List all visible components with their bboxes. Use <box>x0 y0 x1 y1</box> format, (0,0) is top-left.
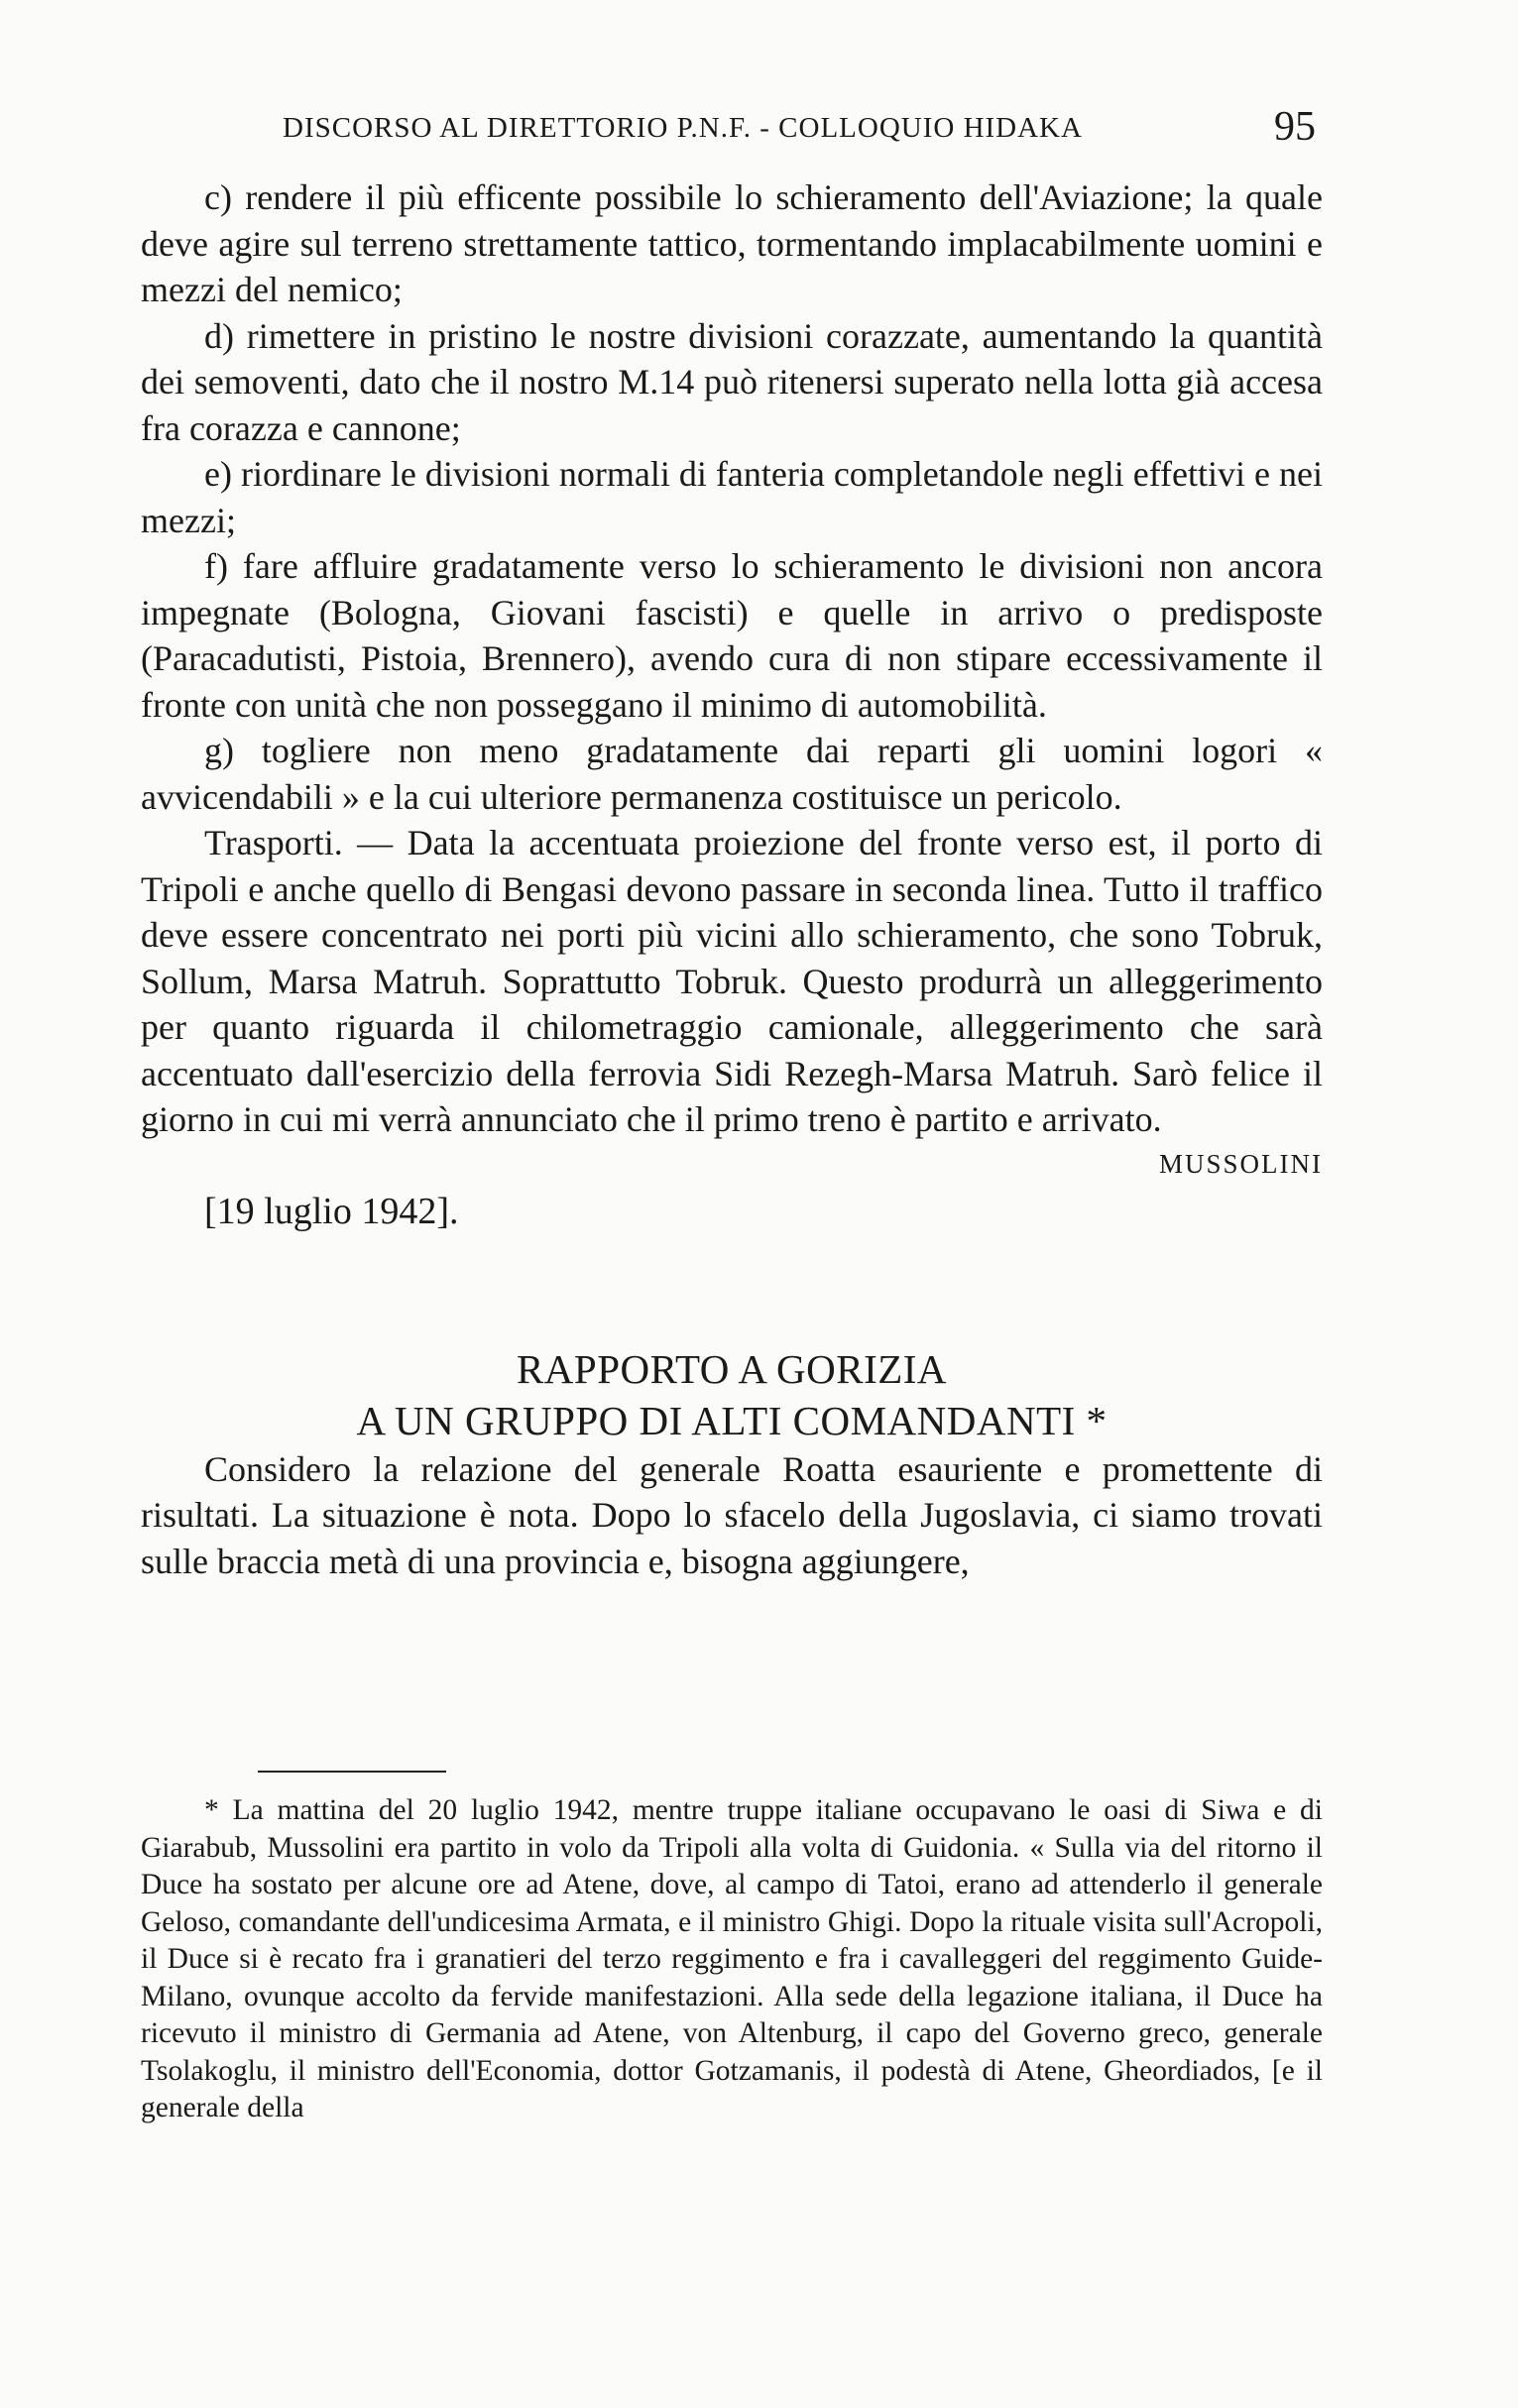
list-item-f: f) fare affluire gradatamente verso lo schieramento le divisioni non ancora impegnate (Bologna, Giovani fascisti) e quelle in arrivo o predisposte (Paracadutisti, Pistoia, Brennero), avendo cura di non stipare eccessivamente il fronte con unità che non posseggano il minimo di automobilità. <box>141 546 1323 725</box>
section-title-line-1: RAPPORTO A GORIZIA <box>516 1345 948 1392</box>
signature: MUSSOLINI <box>1158 1148 1323 1179</box>
footnote <box>141 1792 1323 2127</box>
footnote-text: * La mattina del 20 luglio 1942, mentre truppe italiane occupavano le oasi di Siwa e di Giarabub, Mussolini era partito in volo da Tripoli alla volta di Guidonia. « Sulla via del ritorno il Duce ha sostato per alcune ore ad Atene, dove, al campo di Tatoi, erano ad attenderlo il generale Geloso, comandante dell'undicesima Armata, e il ministro Ghigi. Dopo la rituale visita sull'Acropoli, il Duce si è recato fra i granatieri del terzo reggimento e fra i cavalleggeri del reggimento Guide-Milano, ovunque accolto da fervide manifestazioni. Alla sede della legazione italiana, il Duce ha ricevuto il ministro di Germania ad Atene, von Altenburg, il capo del Governo greco, generale Tsolakoglu, il ministro dell'Economia, dottor Gotzamanis, il podestà di Atene, Gheordiados, [e il generale della <box>141 1794 1323 2123</box>
list-item-d: d) rimettere in pristino le nostre divisioni corazzate, aumentando la quantità dei semoventi, dato che il nostro M.14 può ritenersi superato nella lotta già accesa fra corazza e cannone; <box>141 315 1323 448</box>
page-number: 95 <box>1274 104 1316 150</box>
footnote-divider <box>258 1771 446 1773</box>
section-title <box>141 1343 1323 1446</box>
section-paragraph: Considero la relazione del generale Roatta esauriente e promettente di risultati. La situazione è nota. Dopo lo sfacelo della Jugoslavia, ci siamo trovati sulle braccia metà di una provincia e, bisogna aggiungere, <box>141 1448 1323 1581</box>
list-item-g: g) togliere non meno gradatamente dai reparti gli uomini logori « avvicendabili » e la cui ulteriore permanenza costituisce un pericolo. <box>141 731 1323 817</box>
list-item-e: e) riordinare le divisioni normali di fanteria completandole negli effettivi e nei mezzi; <box>141 454 1323 540</box>
trasporti-paragraph: Trasporti. — Data la accentuata proiezione del fronte verso est, il porto di Tripoli e anche quello di Bengasi devono passare in seconda linea. Tutto il traffico deve essere concentrato nei porti più vicini allo schieramento, che sono Tobruk, Sollum, Marsa Matruh. Soprattutto Tobruk. Questo produrrà un alleggerimento per quanto riguarda il chilometraggio camionale, alleggerimento che sarà accentuato dall'esercizio della ferrovia Sidi Rezegh-Marsa Matruh. Sarò felice il giorno in cui mi verrà annunciato che il primo treno è partito e arrivato. <box>141 823 1323 1139</box>
main-text <box>141 174 1323 1584</box>
section-title-line-2: A UN GRUPPO DI ALTI COMANDANTI * <box>356 1397 1108 1443</box>
running-title: DISCORSO AL DIRETTORIO P.N.F. - COLLOQUIO HIDAKA <box>283 112 1083 144</box>
date-line: [19 luglio 1942]. <box>204 1190 459 1232</box>
list-item-c: c) rendere il più efficente possibile lo schieramento dell'Aviazione; la quale deve agire sul terreno strettamente tattico, tormentando implacabilmente uomini e mezzi del nemico; <box>141 177 1323 309</box>
